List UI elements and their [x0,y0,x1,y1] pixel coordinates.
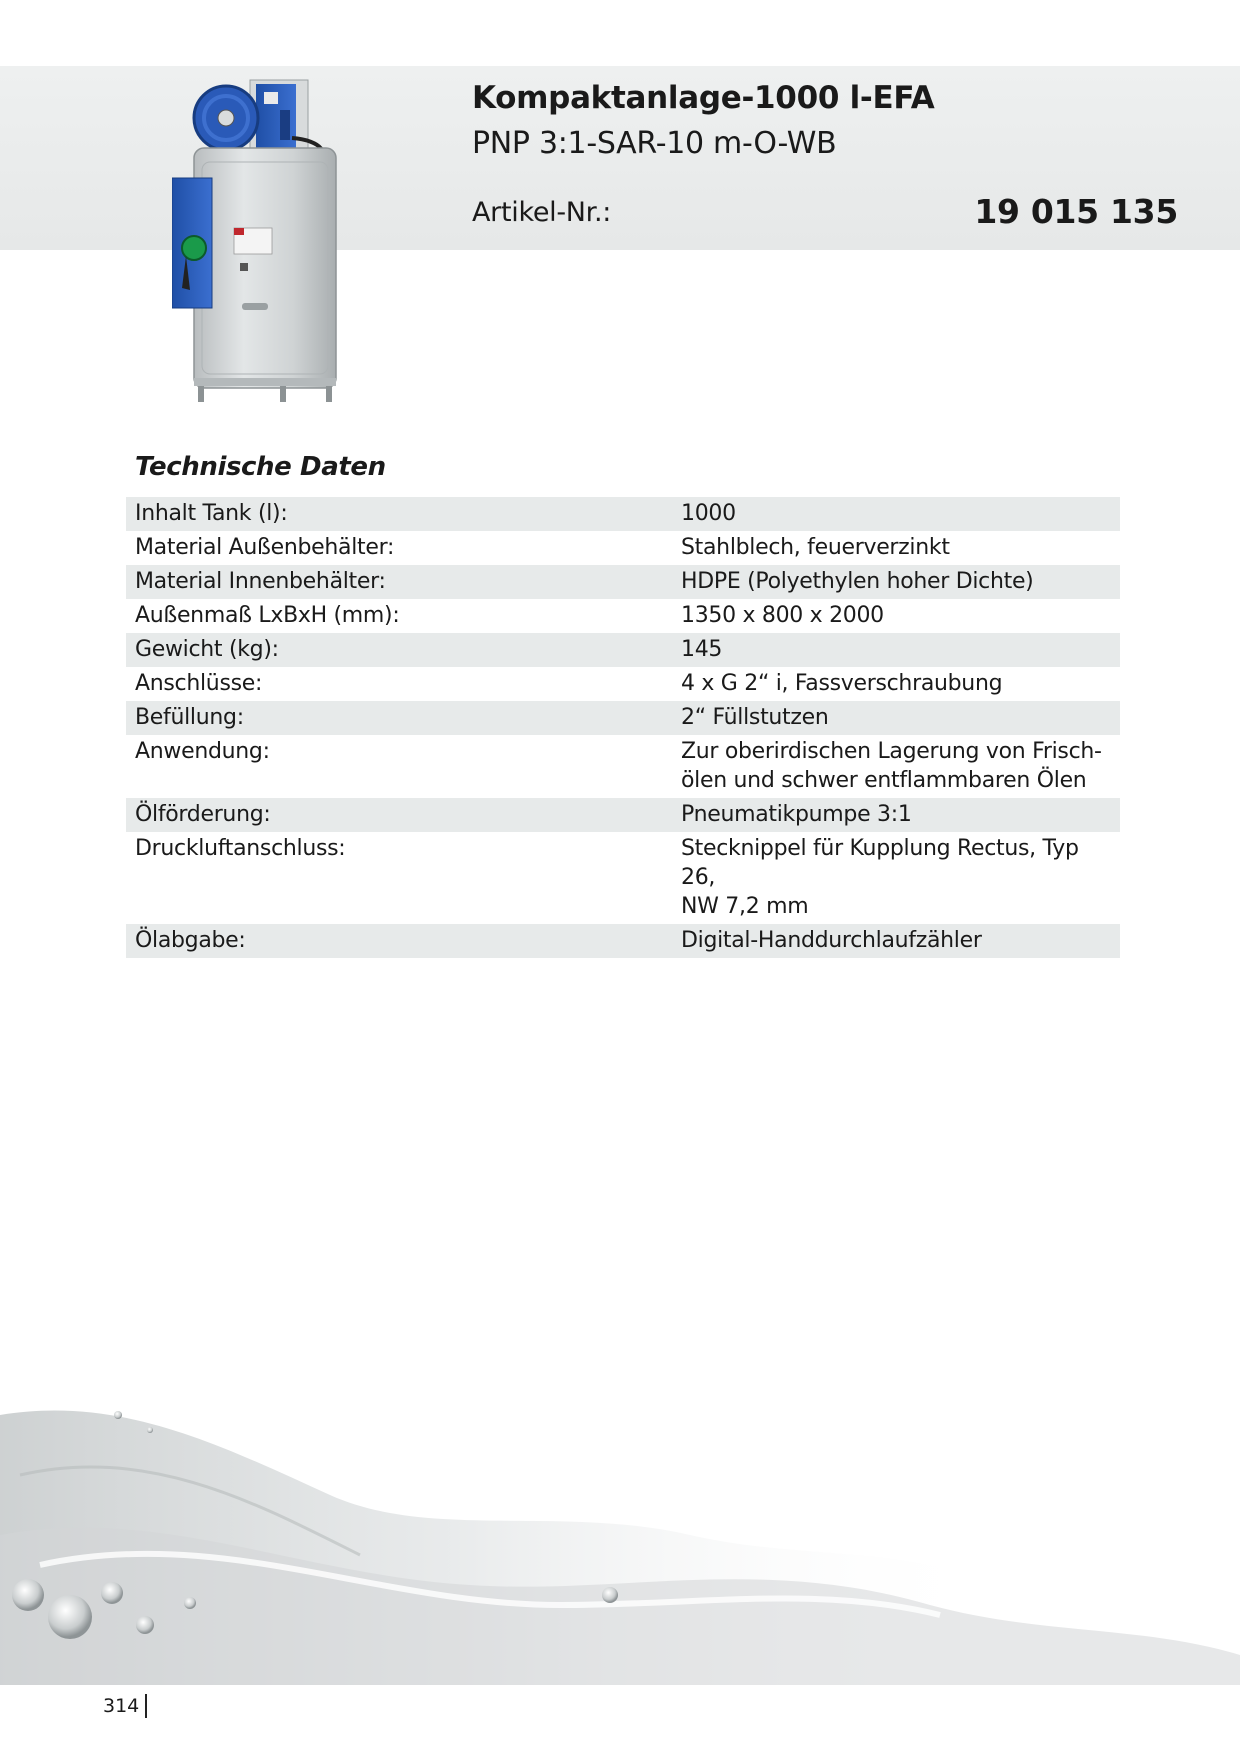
product-subtitle: PNP 3:1-SAR-10 m-O-WB [472,126,837,161]
article-number: 19 015 135 [974,192,1178,231]
spec-value [681,737,1120,795]
product-title: Kompaktanlage-1000 l-EFA [472,80,935,116]
spec-value: 1000 [681,501,736,526]
spec-label: Material Innenbehälter: [135,569,386,594]
spec-value: HDPE (Polyethylen hoher Dichte) [681,569,1034,594]
spec-label: Material Außenbehälter: [135,535,395,560]
page-number-text: 314 [103,1695,140,1717]
spec-label: Anwendung: [135,739,270,764]
spec-row [126,497,1120,531]
water-splash-graphic [0,1355,1240,1685]
fuel-tank-station-icon [172,78,352,403]
spec-row [126,798,1120,832]
spec-label: Außenmaß LxBxH (mm): [135,603,400,628]
spec-row [126,667,1120,701]
specs-heading: Technische Daten [135,452,386,482]
spec-label: Inhalt Tank (l): [135,501,288,526]
spec-value-line: Zur oberirdischen Lagerung von Frisch- [681,739,1102,764]
spec-value [681,834,1120,921]
spec-label: Ölabgabe: [135,928,246,953]
spec-value: Pneumatikpumpe 3:1 [681,802,912,827]
article-label: Artikel-Nr.: [472,197,612,228]
page-number-divider [145,1694,147,1718]
spec-row [126,531,1120,565]
spec-row [126,735,1120,798]
spec-value: 2“ Füllstutzen [681,705,829,730]
spec-row [126,633,1120,667]
spec-row [126,599,1120,633]
spec-label: Anschlüsse: [135,671,263,696]
page-number [103,1694,147,1718]
spec-row [126,924,1120,958]
spec-value: 1350 x 800 x 2000 [681,603,884,628]
spec-value: 145 [681,637,723,662]
spec-value-line: ölen und schwer entflammbaren Ölen [681,768,1087,793]
spec-value: Digital-Handdurchlaufzähler [681,928,982,953]
spec-row [126,701,1120,735]
spec-label: Gewicht (kg): [135,637,279,662]
spec-value-line: Stecknippel für Kupplung Rectus, Typ 26, [681,836,1079,890]
spec-value: Stahlblech, feuerverzinkt [681,535,950,560]
spec-label: Ölförderung: [135,802,271,827]
spec-row [126,565,1120,599]
spec-label: Druckluftanschluss: [135,836,346,861]
spec-label: Befüllung: [135,705,244,730]
spec-row [126,832,1120,924]
spec-table [126,497,1120,958]
spec-value: 4 x G 2“ i, Fassverschraubung [681,671,1003,696]
spec-value-line: NW 7,2 mm [681,894,809,919]
